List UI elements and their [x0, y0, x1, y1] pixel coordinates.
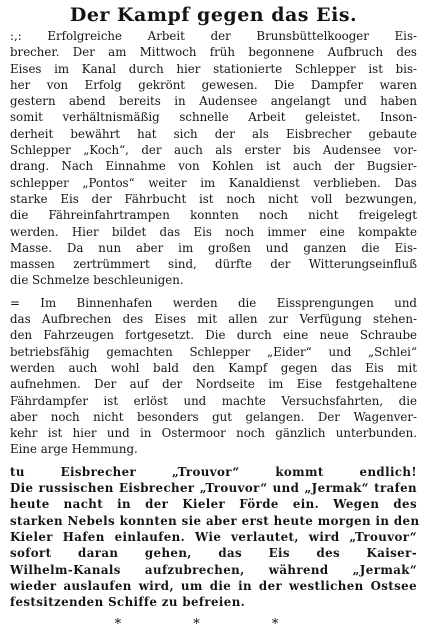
text-line: betriebsfähig gemachten Schlepper „Eider“ und „Schlei“ [10, 344, 417, 359]
text-line: das Aufbrechen des Eises mit allen zur Verfügung stehen- [10, 312, 417, 327]
text-line: derheit bewährt hat sich der als Eisbrecher gebaute [10, 126, 417, 141]
text-line: aufnehmen. Der auf der Nordseite im Eise festgehaltene [10, 377, 417, 392]
text-line: her von Erfolg gekrönt gewesen. Die Dampfer waren [10, 77, 417, 92]
text-line: brecher. Der am Mittwoch früh begonnene Aufbruch des [10, 45, 417, 60]
text-line: Die russischen Eisbrecher „Trouvor“ und „Jermak“ trafen [10, 481, 417, 496]
text-line: wieder auslaufen wird, um die in der westlichen Ostsee [10, 578, 417, 593]
text-line: gestern abend bereits in Audensee angelangt und haben [10, 94, 417, 109]
text-line: Wilhelm-Kanals aufzubrechen, während „Jermak“ [10, 562, 417, 577]
text-line: Kieler Hafen einlaufen. Wie verlautet, wird „Trouvor“ [10, 529, 417, 544]
text-line: schlepper „Pontos“ weiter im Kanaldienst verblieben. Das [10, 175, 417, 190]
text-line: starken Nebels konnten sie aber erst heute morgen in den [10, 513, 420, 528]
text-line: somit verhältnismäßig schnelle Arbeit geleistet. Inson- [10, 110, 417, 125]
text-line: massen zertrümmert sind, dürfte der Witterungseinfluß [10, 257, 417, 272]
paragraph [10, 28, 417, 289]
text-line: drang. Nach Einnahme von Kohlen ist auch der Bugsier- [10, 159, 417, 174]
paragraph [10, 464, 420, 611]
text-line: Eises im Kanal durch hier stationierte Schlepper ist bis- [10, 61, 417, 76]
text-line: Eine arge Hemmung. [10, 442, 138, 457]
text-line: Fährdampfer ist erlöst und machte Versuchsfahrten, die [10, 393, 417, 408]
text-line: Schlepper „Koch“, der auch als erster bis Audensee vor- [10, 143, 417, 158]
text-line: kehr ist hier und in Ostermoor noch gänzlich unterbunden. [10, 426, 417, 441]
text-line: die Fähreinfahrtrampen konnten noch nicht freigelegt [10, 208, 417, 223]
text-line: festsitzenden Schiffe zu befreien. [10, 595, 246, 610]
text-line: die Schmelze beschleunigen. [10, 273, 184, 288]
text-line: werden. Hier bildet das Eis noch immer eine kompakte [10, 224, 417, 239]
text-line: heute nacht in der Kieler Förde ein. Wegen des [10, 497, 417, 512]
paragraph [10, 295, 417, 458]
text-line: :,: Erfolgreiche Arbeit der Brunsbüttelkooger Eis- [10, 29, 417, 43]
text-line: werden auch wohl bald den Kampf gegen das Eis mit [10, 360, 417, 375]
article-body [10, 28, 420, 610]
text-line: = Im Binnenhafen werden die Eissprengungen und [10, 295, 417, 310]
text-line: aber noch nicht besonders gut gelangen. Der Wagenver- [10, 409, 417, 424]
headline: Der Kampf gegen das Eis. [69, 4, 358, 26]
text-line: tu Eisbrecher „Trouvor“ kommt endlich! [10, 464, 417, 479]
section-separator: * * * [114, 617, 313, 632]
text-line: Masse. Da nun aber im großen und ganzen die Eis- [10, 240, 417, 255]
text-line: starke Eis der Fährbucht ist noch nicht voll bezwungen, [10, 191, 417, 206]
text-line: den Fahrzeugen fortgesetzt. Die durch eine neue Schraube [10, 328, 417, 343]
text-line: sofort daran gehen, das Eis des Kaiser- [10, 546, 417, 561]
